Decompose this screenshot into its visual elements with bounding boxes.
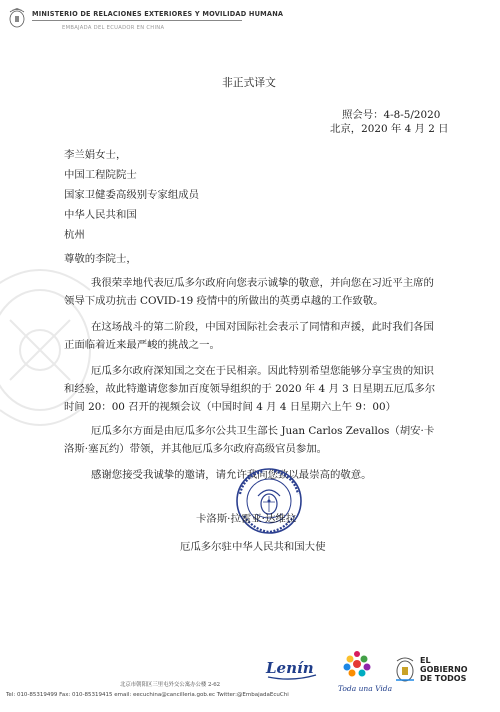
- paragraph-2: 在这场战斗的第二阶段，中国对国际社会表示了同情和声援，此时我们各国正面临着近来最严峻的挑战之一。: [64, 321, 434, 351]
- ministry-name: MINISTERIO DE RELACIONES EXTERIORES Y MOVILIDAD HUMANA: [32, 10, 284, 18]
- recipient-title: 中国工程院院士: [64, 169, 137, 181]
- recipient-name: 李兰娟女士，: [64, 149, 127, 161]
- ambassador-title: 厄瓜多尔驻中华人民共和国大使: [180, 541, 326, 553]
- document-title: 非正式译文: [222, 76, 276, 89]
- recipient-country: 中华人民共和国: [64, 209, 137, 221]
- paragraph-5: 感谢您接受我诚挚的邀请，请允许我向您致以最崇高的敬意。: [91, 469, 372, 481]
- recipient-city: 杭州: [64, 229, 85, 241]
- embassy-contact-line: Tel: 010-85319499 Fax: 010-85319415 email: eecuchina@cancilleria.gob.ec Twitter:@EmbajadaEcuChi: [6, 692, 289, 698]
- svg-text:Toda una Vida: Toda una Vida: [338, 684, 393, 693]
- recipient-role: 国家卫健委高级别专家组成员: [64, 189, 200, 201]
- toda-una-vida-logo: [332, 646, 393, 698]
- embassy-name: EMBAJADA DEL ECUADOR EN CHINA: [62, 25, 165, 31]
- letter-date: 北京，2020 年 4 月 2 日: [330, 123, 449, 135]
- header-divider: [32, 20, 242, 21]
- paragraph-3: 厄瓜多尔政府深知国之交在于民相亲。因此特别希望您能够分享宝贵的知识和经验，故此特邀请您参加百度领导组织的于 2020 年 4 月 3 日星期五厄瓜多尔时间 20：00 召开的视频会议（中国时间 4 月 4 日星期六上午 9：00）: [64, 365, 436, 413]
- paragraph-4: 厄瓜多尔方面是由厄瓜多尔公共卫生部长 Juan Carlos Zevallos（胡安·卡洛斯·塞瓦约）带领，并其他厄瓜多尔政府高级官员参加。: [64, 425, 435, 455]
- gobierno-de-todos-logo: [420, 656, 468, 683]
- note-reference: 照会号：4-8-5/2020: [342, 109, 441, 121]
- ecuador-emblem-icon: [6, 6, 28, 30]
- gobierno-shield-icon: [392, 654, 418, 684]
- svg-text:Lenín: Lenín: [266, 659, 314, 677]
- salutation: 尊敬的李院士，: [64, 253, 137, 265]
- lenin-logo: [262, 656, 322, 682]
- embassy-address: 北京市朝阳区三里屯外交公寓办公楼 2-62: [120, 682, 221, 688]
- gobierno-line-3: DE TODOS: [420, 674, 467, 683]
- gobierno-line-2: GOBIERNO: [420, 665, 468, 674]
- gobierno-line-1: EL: [420, 656, 431, 665]
- ambassador-name: 卡洛斯·拉雷亚·达维拉: [196, 513, 297, 525]
- paragraph-1: 我很荣幸地代表厄瓜多尔政府向您表示诚挚的敬意，并向您在习近平主席的领导下成功抗击 COVID-19 疫情中的所做出的英勇卓越的工作致敬。: [64, 277, 434, 307]
